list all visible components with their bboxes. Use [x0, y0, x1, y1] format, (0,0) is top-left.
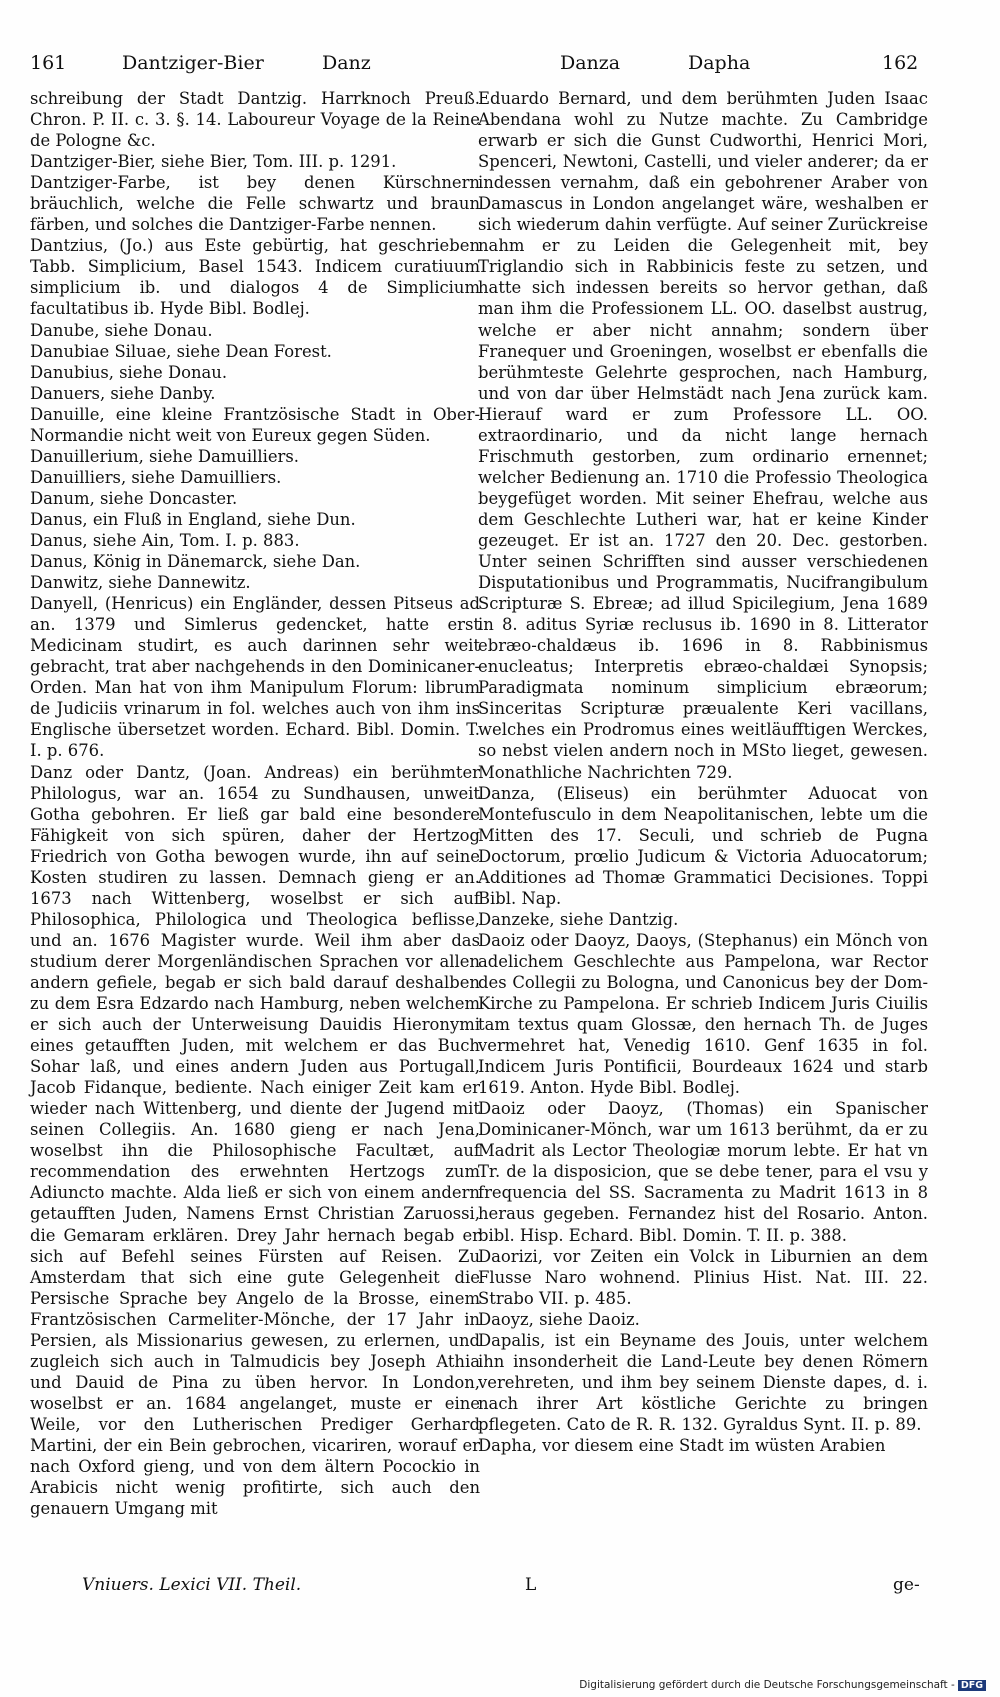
entry-paragraph: Danube, siehe Donau. — [30, 320, 213, 340]
digitization-footer — [579, 1679, 986, 1691]
left-column — [30, 88, 480, 1519]
entry-paragraph: Danuilliers, siehe Damuilliers. — [30, 467, 282, 487]
left-page-number: 161 — [30, 52, 67, 74]
left-header-title-2: Danz — [322, 52, 371, 74]
right-header-title-1: Danza — [560, 52, 621, 74]
entry-paragraph: Daoyz, siehe Daoiz. — [478, 1309, 640, 1329]
footer-text: Digitalisierung gefördert durch die Deutsche Forschungsgemeinschaft - — [579, 1679, 955, 1691]
entry-paragraph: Dapha, vor diesem eine Stadt im wüsten Arabien — [478, 1436, 886, 1455]
entry-paragraph: Danuille, eine kleine Frantzösische Stadt in Ober-Normandie nicht weit von Eureux gegen Süden. — [30, 404, 480, 445]
entry-paragraph: Danzeke, siehe Dantzig. — [478, 909, 679, 929]
entry-paragraph: Danz oder Dantz, (Joan. Andreas) ein berühmter Philologus, war an. 1654 zu Sundhausen, unweit Gotha gebohren. Er ließ gar bald eine besondere Fähigkeit von sich spüren, daher der Hertzog Friedrich von Gotha bewogen wurde, ihn auf seine Kosten studiren zu lassen. Demnach gieng er an. 1673 nach Wittenberg, woselbst er sich auf Philosophica, Philologica und Theologica beflisse, und an. 1676 Magister wurde. Weil ihm aber das studium derer Morgenländischen Sprachen vor allen andern gefiele, begab er sich bald darauf deshalben zu dem Esra Edzardo nach Hamburg, neben welchem er sich auch der Unterweisung Dauidis Hieronymi eines getaufften Juden, mit welchem er das Buch Sohar laß, und eines andern Juden aus Portugall, Jacob Fidanque, bediente. Nach einiger Zeit kam er wieder nach Wittenberg, und diente der Jugend mit seinen Collegiis. An. 1680 gieng er nach Jena, woselbst ihn die Philosophische Facultæt, auf recommendation des erwehnten Hertzogs zum Adiuncto machte. Alda ließ er sich von einem andern getaufften Juden, Namens Ernst Christian Zaruossi, die Gemaram erklären. Drey Jahr hernach begab er sich auf Befehl seines Fürsten auf Reisen. Zu Amsterdam that sich eine gute Gelegenheit die Persische Sprache bey Angelo de la Brosse, einem Frantzösischen Carmeliter-Mönche, der 17 Jahr in Persien, als Missionarius gewesen, zu erlernen, und zugleich sich auch in Talmudicis bey Joseph Athia und Dauid de Pina zu üben hervor. In London, woselbst er an. 1684 angelanget, muste er eine Weile, vor den Lutherischen Prediger Gerhard Martini, der ein Bein gebrochen, vicariren, worauf er nach Oxford gieng, und von dem ältern Pocockio in Arabicis nicht wenig profitirte, sich auch den genauern Umgang mit — [30, 762, 480, 1519]
entry-paragraph: Dapalis, ist ein Beyname des Jouis, unter welchem ihn insonderheit die Land-Leute bey denen Römern verehreten, und ihm bey seinem Dienste dapes, d. i. nach ihrer Art köstliche Gerichte zu bringen pflegeten. Cato de R. R. 132. Gyraldus Synt. II. p. 89. — [478, 1330, 928, 1434]
entry-paragraph: Daoiz oder Daoyz, (Thomas) ein Spanischer Dominicaner-Mönch, war um 1613 berühmt, da er zu Madrit als Lector Theologiæ morum lebte. Er hat vn Tr. de la disposicion, que se debe tener, para el vsu y frequencia del SS. Sacramenta zu Madrit 1613 in 8 heraus gegeben. Fernandez hist del Rosario. Anton. bibl. Hisp. Echard. Bibl. Domin. T. II. p. 388. — [478, 1099, 928, 1245]
entry-paragraph: Dantzius, (Jo.) aus Este gebürtig, hat geschrieben Tabb. Simplicium, Basel 1543. Indicem curatiuum simplicium ib. und dialogos 4 de Simplicium facultatibus ib. Hyde Bibl. Bodlej. — [30, 236, 480, 319]
right-column — [478, 88, 928, 1456]
entry-paragraph: Danza, (Eliseus) ein berühmter Aduocat von Montefusculo in dem Neapolitanischen, lebte um die Mitten des 17. Seculi, und schrieb de Pugna Doctorum, prœlio Judicum & Victoria Aduocatorum; Additiones ad Thomæ Grammatici Decisiones. Toppi Bibl. Nap. — [478, 783, 928, 908]
dfg-logo: DFG — [958, 1680, 986, 1691]
right-header-title-2: Dapha — [688, 52, 751, 74]
entry-paragraph: Danus, ein Fluß in England, siehe Dun. — [30, 509, 356, 529]
entry-paragraph: Danus, siehe Ain, Tom. I. p. 883. — [30, 530, 300, 550]
running-header — [30, 46, 920, 84]
signature-mark: L — [525, 1575, 537, 1595]
right-page-number: 162 — [882, 52, 919, 74]
catchword: ge- — [893, 1575, 920, 1595]
left-header-title-1: Dantziger-Bier — [122, 52, 264, 74]
volume-signature: Vniuers. Lexici VII. Theil. — [82, 1575, 302, 1595]
entry-paragraph: Danwitz, siehe Dannewitz. — [30, 573, 251, 593]
entry-paragraph: Dantziger-Bier, siehe Bier, Tom. III. p. 1291. — [30, 152, 397, 172]
entry-paragraph: Danum, siehe Doncaster. — [30, 488, 238, 508]
entry-paragraph: Danyell, (Henricus) ein Engländer, dessen Pitseus ad an. 1379 und Simlerus gedencket, hatte erst Medicinam studirt, es auch darinnen sehr weit gebracht, trat aber nachgehends in den Dominicaner-Orden. Man hat von ihm Manipulum Florum: librum de Judiciis vrinarum in fol. welches auch von ihm ins Englische übersetzet worden. Echard. Bibl. Domin. T. I. p. 676. — [30, 594, 480, 761]
entry-paragraph: Danus, König in Dänemarck, siehe Dan. — [30, 552, 361, 572]
entry-paragraph: Danubius, siehe Donau. — [30, 362, 228, 382]
entry-paragraph: Daoiz oder Daoyz, Daoys, (Stephanus) ein Mönch von adelichem Geschlechte aus Pampelona, war Rector des Collegii zu Bologna, und Canonicus bey der Dom-Kirche zu Pampelona. Er schrieb Indicem Juris Ciuilis tam textus quam Glossæ, den hernach Th. de Juges vermehret hat, Venedig 1610. Genf 1635 in fol. Indicem Juris Pontificii, Bourdeaux 1624 und starb 1619. Anton. Hyde Bibl. Bodlej. — [478, 930, 928, 1098]
entry-paragraph: Eduardo Bernard, und dem berühmten Juden Isaac Abendana wohl zu Nutze machte. Zu Cambridge erwarb er sich die Gunst Cudworthi, Henrici Mori, Spenceri, Newtoni, Castelli, und vieler anderer; da er indessen vernahm, daß ein gebohrener Araber von Damascus in London angelanget wäre, weshalben er sich wiederum dahin verfügte. Auf seiner Zurückreise nahm er zu Leiden die Gelegenheit mit, bey Triglandio sich in Rabbinicis feste zu setzen, und hatte sich indessen bereits so hervor gethan, daß man ihm die Professionem LL. OO. daselbst austrug, welche er aber nicht annahm; sondern über Franequer und Groeningen, woselbst er ebenfalls die berühmteste Gelehrte gesprochen, nach Hamburg, und von dar über Helmstädt nach Jena zurück kam. Hierauf ward er zum Professore LL. OO. extraordinario, und da nicht lange hernach Frischmuth gestorben, zum ordinario ernennet; welcher Bedienung an. 1710 die Professio Theologica beygefüget worden. Mit seiner Ehefrau, welche aus dem Geschlechte Lutheri war, hat er keine Kinder gezeuget. Er ist an. 1727 den 20. Dec. gestorben. Unter seinen Schrifften sind ausser verschiedenen Disputationibus und Programmatis, Nucifrangibulum Scripturæ S. Ebreæ; ad illud Spicilegium, Jena 1689 in 8. aditus Syriæ reclusus ib. 1690 in 8. Litterator ebræo-chaldæus ib. 1696 in 8. Rabbinismus enucleatus; Interpretis ebræo-chaldæi Synopsis; Paradigmata nominum simplicium ebræorum; Sinceritas Scripturæ præualente Keri vacillans, welches ein Prodromus eines weitläufftigen Werckes, so nebst vielen andern noch in MSto lieget, gewesen. Monathliche Nachrichten 729. — [478, 89, 929, 782]
entry-paragraph: Danuers, siehe Danby. — [30, 383, 216, 403]
entry-paragraph: schreibung der Stadt Dantzig. Harrknoch Preuß. Chron. P. II. c. 3. §. 14. Laboureur Voyage de la Reine de Pologne &c. — [30, 89, 480, 151]
entry-paragraph: Daorizi, vor Zeiten ein Volck in Liburnien an dem Flusse Naro wohnend. Plinius Hist. Nat. III. 22. Strabo VII. p. 485. — [478, 1246, 928, 1308]
entry-paragraph: Danubiae Siluae, siehe Dean Forest. — [30, 341, 332, 361]
entry-paragraph: Dantziger-Farbe, ist bey denen Kürschnern bräuchlich, welche die Felle schwartz und braun färben, und solches die Dantziger-Farbe nennen. — [30, 173, 480, 235]
entry-paragraph: Danuillerium, siehe Damuilliers. — [30, 446, 300, 466]
